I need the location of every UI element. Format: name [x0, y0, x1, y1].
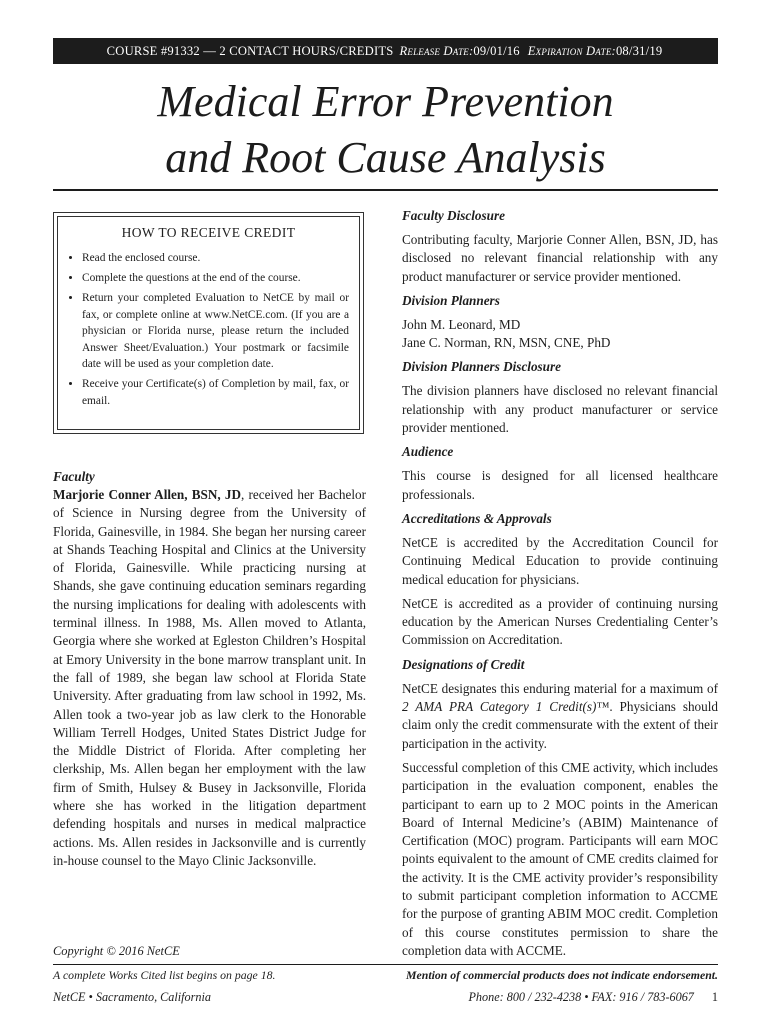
course-banner: [53, 38, 718, 64]
designations-text-pre: NetCE designates this enduring material for a maximum of: [402, 680, 718, 696]
credit-step: • Return your completed Evaluation to NetCE by mail or fax, or complete online at www.NetCE.com. (If you are a physician or Florida nurse, please return the included Answer Sheet/Evaluation.) Your postmark or facsimile date will be used as your completion date.: [82, 290, 349, 373]
expiration-date-value: 08/31/19: [615, 43, 663, 58]
expiration-date-label: Expiration Date:: [527, 43, 616, 58]
credit-box-inner: [57, 216, 360, 430]
audience-heading: Audience: [402, 444, 454, 460]
contact-info: [468, 990, 718, 1005]
audience-text: This course is designed for all licensed healthcare professionals.: [402, 468, 718, 502]
ama-credit-label: 2 AMA PRA Category 1 Credit(s)™: [402, 699, 610, 715]
faculty-name: Marjorie Conner Allen, BSN, JD: [53, 487, 241, 502]
release-date-label: Release Date:: [399, 43, 474, 58]
credit-step: • Receive your Certificate(s) of Completion by mail, fax, or email.: [82, 376, 349, 409]
credit-step: • Read the enclosed course.: [82, 250, 349, 267]
faculty-disclosure-heading: Faculty Disclosure: [402, 208, 505, 223]
faculty-bio: [53, 486, 366, 870]
title-rule: [53, 189, 718, 191]
designations-text-post: . Physicians should claim only the credit commensurate with the extent of their participation in the activity.: [402, 699, 718, 751]
footer-notes: [53, 968, 718, 983]
faculty-heading: Faculty: [53, 469, 95, 484]
copyright-notice: Copyright © 2016 NetCE: [53, 944, 180, 958]
how-to-receive-credit-box: [53, 212, 364, 434]
faculty-bio-text: , received her Bachelor of Science in Nursing degree from the University of Florida, Gainesville, in 1984. She began her nursing career at Shands Teaching Hospital and Clinics at the University of Florida, Gainesville. While practicing nursing at Shands, she gave continuing education seminars regarding the nursing implications for dealing with adolescents with terminal illness. In 1988, Ms. Allen moved to Atlanta, Georgia where she worked at Egleston Children’s Hospital at Emory University in the bone marrow transplant unit. In the fall of 1989, she began law school at Florida State University. After graduating from law school in 1992, Ms. Allen took a two-year job as law clerk to the Honorable William Terrell Hodges, United States District Judge for the Middle District of Florida. After completing her clerkship, Ms. Allen began her employment with the law firm of Smith, Hulsey & Busey in Jacksonville, Florida where she has worked in the litigation department defending hospitals and nurses in medical malpractice actions. Ms. Allen resides in Jacksonville and is currently in-house counsel to the Mayo Clinic Jacksonville.: [53, 487, 366, 868]
release-date-value: 09/01/16: [473, 43, 520, 58]
publisher-location: NetCE • Sacramento, California: [53, 990, 211, 1004]
faculty-disclosure-text: Contributing faculty, Marjorie Conner Allen, BSN, JD, has disclosed no relevant financial relationship with any product manufacturer or service provider mentioned.: [402, 232, 718, 284]
division-disclosure-heading: Division Planners Disclosure: [402, 359, 562, 375]
accreditation-nursing-text: NetCE is accredited as a provider of continuing nursing education by the American Nurses Credentialing Center’s Commission on Accreditation.: [402, 595, 718, 648]
division-planner-name: John M. Leonard, MD: [402, 316, 521, 332]
title-line-2: and Root Cause Analysis: [165, 133, 606, 182]
designations-heading: Designations of Credit: [402, 656, 525, 672]
endorsement-note: Mention of commercial products does not indicate endorsement.: [406, 968, 718, 982]
division-planner-name: Jane C. Norman, RN, MSN, CNE, PhD: [402, 335, 611, 351]
credit-steps-list: [68, 250, 349, 409]
footer-rule: [53, 964, 718, 965]
faculty-section: [53, 468, 366, 870]
credit-step: • Complete the questions at the end of the course.: [82, 270, 349, 287]
course-details-column: [402, 207, 718, 966]
accreditation-cme-text: NetCE is accredited by the Accreditation Council for Continuing Medical Education to provide continuing medical education for physicians.: [402, 534, 718, 587]
credit-box-heading: HOW TO RECEIVE CREDIT: [121, 225, 296, 240]
footer-contact: [53, 990, 718, 1005]
course-info: COURSE #91332 — 2 CONTACT HOURS/CREDITS: [106, 43, 394, 58]
works-cited-note: A complete Works Cited list begins on page 18.: [53, 968, 276, 982]
moc-text: Successful completion of this CME activity, which includes participation in the evaluation component, enables the participant to earn up to 2 MOC points in the American Board of Internal Medicine’s (ABIM) Maintenance of Certification (MOC) program. Participants will earn MOC points equivalent to the amount of CME credits claimed for the activity. It is the CME activity provider’s responsibility to submit participant completion information to ACCME for the purpose of granting ABIM MOC credit. Completion of this course constitutes permission to share the completion data with ACCME.: [402, 759, 718, 958]
accreditations-heading: Accreditations & Approvals: [402, 510, 552, 526]
division-planners-heading: Division Planners: [402, 292, 500, 308]
page-title: [53, 74, 718, 186]
division-disclosure-text: The division planners have disclosed no relevant financial relationship with any product manufacturer or service provider mentioned.: [402, 383, 718, 436]
designations-text: [402, 680, 718, 753]
phone-fax: Phone: 800 / 232-4238 • FAX: 916 / 783-6067: [468, 990, 694, 1004]
page-number: 1: [711, 990, 718, 1004]
title-line-1: Medical Error Prevention: [157, 77, 614, 126]
